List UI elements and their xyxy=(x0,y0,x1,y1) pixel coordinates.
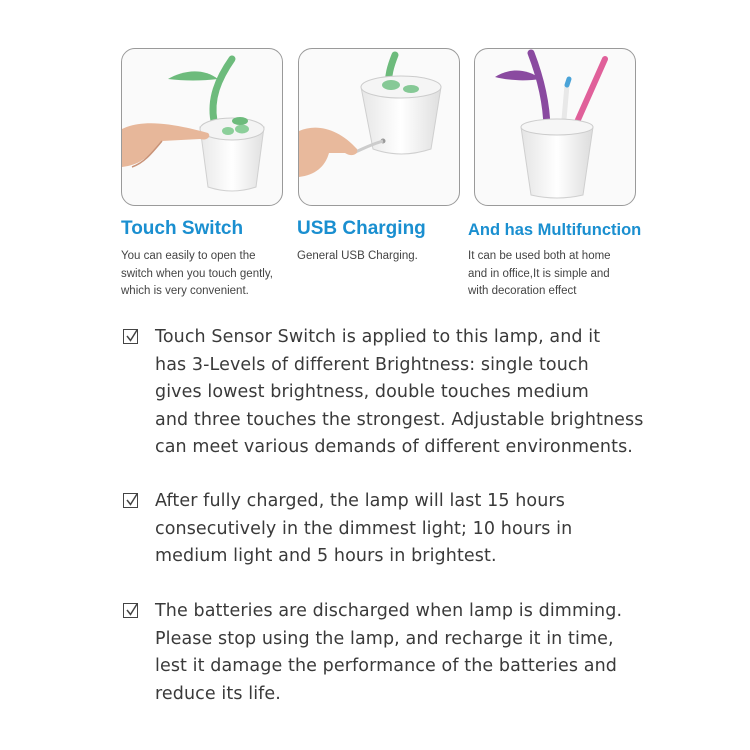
finger-touching-lamp-icon xyxy=(122,49,282,205)
bullet-text xyxy=(155,324,683,462)
bullet-brightness xyxy=(123,324,683,462)
description-line: switch when you touch gently, xyxy=(121,267,273,280)
description-line: General USB Charging. xyxy=(297,250,418,262)
bullet-line: consecutively in the dimmest light; 10 hours in xyxy=(155,518,573,539)
bullet-line: gives lowest brightness, double touches medium xyxy=(155,382,589,402)
description-line: with decoration effect xyxy=(468,285,577,297)
feature-title-usb-charging: USB Charging xyxy=(297,218,426,239)
description-line: It can be used both at home xyxy=(468,250,611,262)
bullet-line: and three touches the strongest. Adjustable brightness xyxy=(155,409,644,430)
checkbox-icon xyxy=(123,603,138,618)
usb-charging-image xyxy=(298,48,460,206)
description-line: which is very convenient. xyxy=(121,285,249,297)
bullet-battery-life xyxy=(123,488,683,571)
description-line: and in office,It is simple and xyxy=(468,267,610,280)
checkmark-icon xyxy=(125,493,138,507)
checkmark-icon xyxy=(125,603,138,617)
bullet-text xyxy=(155,598,683,708)
bullet-line: After fully charged, the lamp will last 15 hours xyxy=(155,491,565,511)
feature-title-touch-switch: Touch Switch xyxy=(121,218,244,239)
bullet-line: lest it damage the performance of the batteries and xyxy=(155,656,617,676)
bullet-line: Touch Sensor Switch is applied to this lamp, and it xyxy=(155,327,601,347)
bullet-text xyxy=(155,488,683,571)
usb-cable-lamp-icon xyxy=(299,49,459,205)
feature-description-touch-switch xyxy=(121,248,301,301)
checkmark-icon xyxy=(125,329,138,343)
description-line: You can easily to open the xyxy=(121,250,256,262)
bullet-line: has 3-Levels of different Brightness: single touch xyxy=(155,354,589,375)
feature-description-multifunction xyxy=(468,248,648,301)
bullet-line: medium light and 5 hours in brightest. xyxy=(155,546,497,566)
feature-title-multifunction: And has Multifunction xyxy=(468,221,642,239)
pen-holder-lamp-icon xyxy=(475,49,635,205)
feature-description-usb-charging xyxy=(297,248,457,266)
bullet-line: The batteries are discharged when lamp is dimming. xyxy=(155,601,623,621)
touch-switch-image xyxy=(121,48,283,206)
multifunction-image xyxy=(474,48,636,206)
checkbox-icon xyxy=(123,329,138,344)
bullet-line: reduce its life. xyxy=(155,683,281,704)
bullet-battery-warning xyxy=(123,598,683,708)
bullet-line: can meet various demands of different environments. xyxy=(155,437,633,457)
checkbox-icon xyxy=(123,493,138,508)
bullet-line: Please stop using the lamp, and recharge it in time, xyxy=(155,628,614,649)
